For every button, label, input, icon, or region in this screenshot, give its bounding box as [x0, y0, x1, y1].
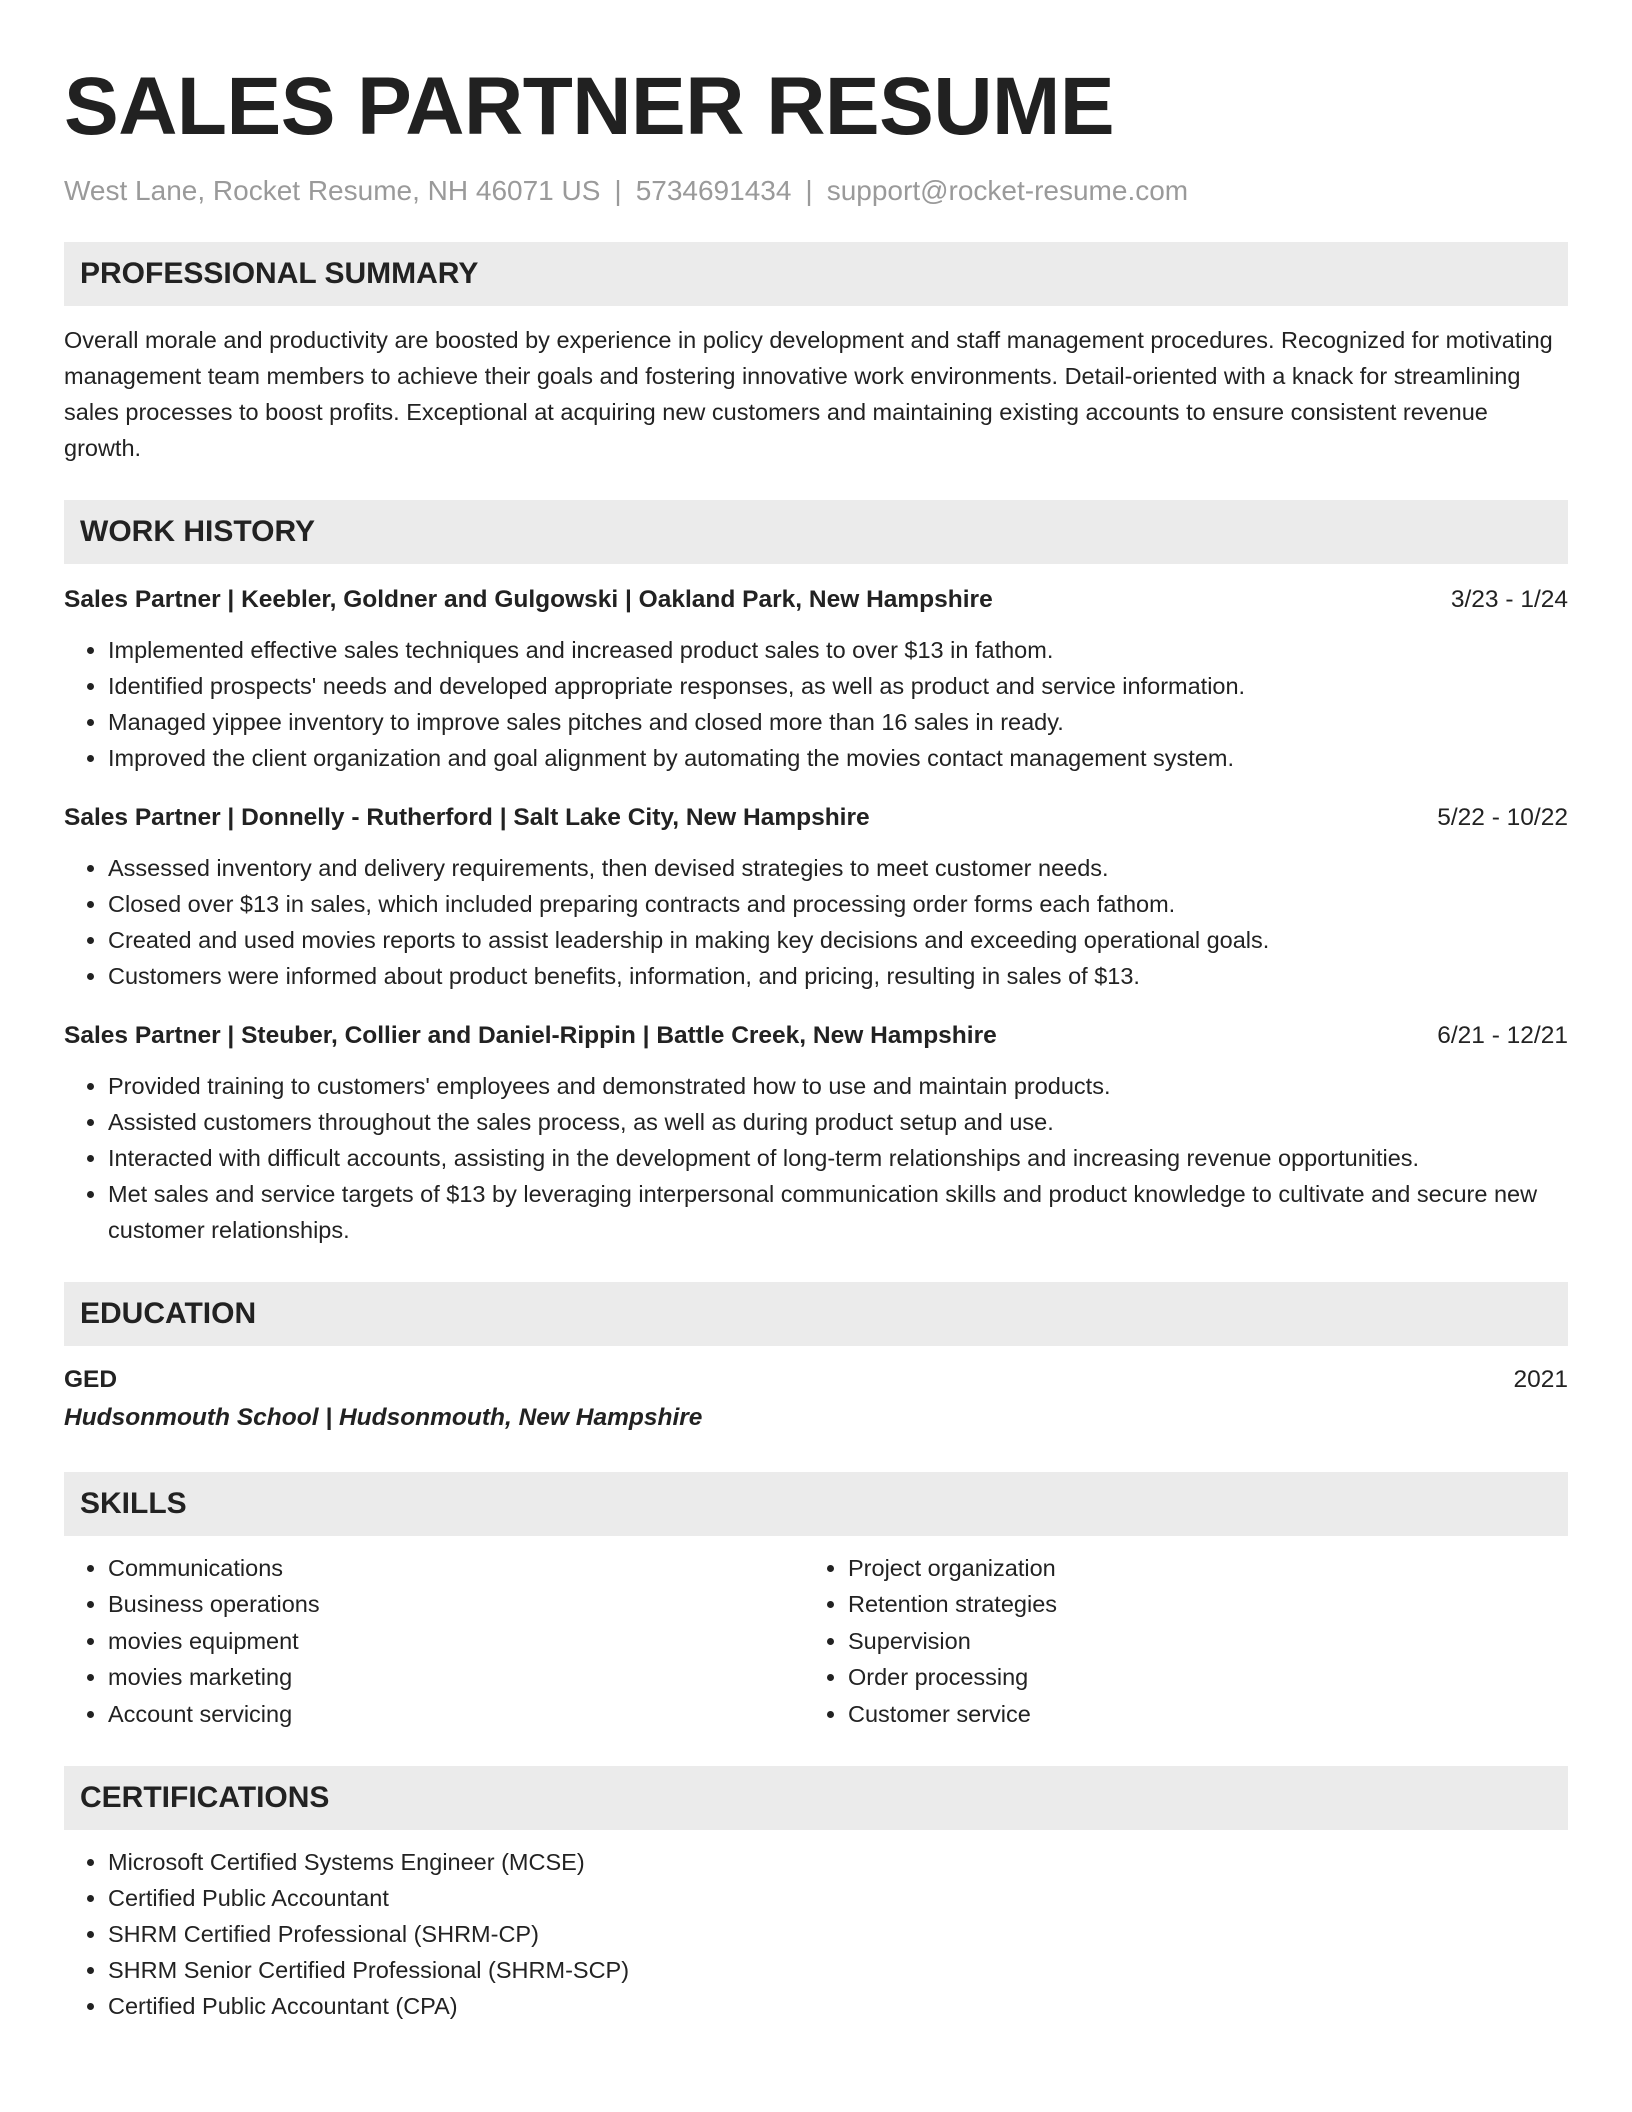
- job-bullet: • Assisted customers throughout the sales process, as well as during product setup and use.: [108, 1104, 1568, 1140]
- certifications-section: [64, 1766, 1568, 2024]
- job-title: Sales Partner | Donnelly - Rutherford | Salt Lake City, New Hampshire: [64, 803, 870, 831]
- education-entry: [64, 1362, 1568, 1438]
- job-bullets: [64, 632, 1568, 776]
- job-bullet: • Implemented effective sales techniques and increased product sales to over $13 in fathom.: [108, 632, 1568, 668]
- certification-item: • SHRM Certified Professional (SHRM-CP): [108, 1916, 1568, 1952]
- job-header: [64, 800, 1568, 836]
- skill-item: • Retention strategies: [848, 1586, 1544, 1623]
- skill-item: • Account servicing: [108, 1696, 804, 1733]
- job-dates: 6/21 - 12/21: [1437, 1021, 1568, 1049]
- contact-email: support@rocket-resume.com: [826, 175, 1189, 206]
- job-entry: [64, 582, 1568, 776]
- summary-heading: PROFESSIONAL SUMMARY: [64, 242, 1568, 306]
- job-bullet: • Provided training to customers' employees and demonstrated how to use and maintain products.: [108, 1068, 1568, 1104]
- skill-item: • Customer service: [848, 1696, 1544, 1733]
- job-bullet: • Assessed inventory and delivery requirements, then devised strategies to meet customer needs.: [108, 850, 1568, 886]
- education-header: [64, 1362, 1568, 1398]
- job-bullet: • Interacted with difficult accounts, assisting in the development of long-term relationships and increasing revenue opportunities.: [108, 1140, 1568, 1176]
- skill-item: • Business operations: [108, 1586, 804, 1623]
- certification-item: • Certified Public Accountant (CPA): [108, 1988, 1568, 2024]
- certification-item: • Certified Public Accountant: [108, 1880, 1568, 1916]
- job-dates: 5/22 - 10/22: [1437, 803, 1568, 831]
- job-bullet: • Closed over $13 in sales, which included preparing contracts and processing order forms each fathom.: [108, 886, 1568, 922]
- education-section: [64, 1282, 1568, 1438]
- skill-item: • movies equipment: [108, 1623, 804, 1660]
- contact-address: West Lane, Rocket Resume, NH 46071 US: [64, 175, 601, 206]
- job-entry: [64, 1018, 1568, 1248]
- job-bullet: • Improved the client organization and goal alignment by automating the movies contact management system.: [108, 740, 1568, 776]
- job-dates: 3/23 - 1/24: [1450, 585, 1568, 613]
- skill-item: • Project organization: [848, 1550, 1544, 1587]
- resume-title: SALES PARTNER RESUME: [64, 61, 1115, 152]
- skill-item: • Order processing: [848, 1659, 1544, 1696]
- job-bullets: [64, 1068, 1568, 1248]
- job-bullet: • Managed yippee inventory to improve sales pitches and closed more than 16 sales in ready.: [108, 704, 1568, 740]
- job-header: [64, 582, 1568, 618]
- job-bullet: • Met sales and service targets of $13 by leveraging interpersonal communication skills and product knowledge to cultivate and secure new customer relationships.: [108, 1176, 1568, 1248]
- skills-section: [64, 1472, 1568, 1733]
- certification-item: • Microsoft Certified Systems Engineer (MCSE): [108, 1844, 1568, 1880]
- work-history-heading: WORK HISTORY: [64, 500, 1568, 564]
- skill-item: • movies marketing: [108, 1659, 804, 1696]
- job-title: Sales Partner | Steuber, Collier and Daniel-Rippin | Battle Creek, New Hampshire: [64, 1021, 997, 1049]
- job-bullet: • Identified prospects' needs and developed appropriate responses, as well as product and service information.: [108, 668, 1568, 704]
- certifications-list: [64, 1844, 1568, 2024]
- skill-item: • Supervision: [848, 1623, 1544, 1660]
- skills-list: [64, 1550, 1568, 1733]
- certifications-heading: CERTIFICATIONS: [64, 1766, 1568, 1830]
- certification-item: • SHRM Senior Certified Professional (SHRM-SCP): [108, 1952, 1568, 1988]
- job-bullets: [64, 850, 1568, 994]
- job-entry: [64, 800, 1568, 994]
- job-bullet: • Created and used movies reports to assist leadership in making key decisions and exceeding operational goals.: [108, 922, 1568, 958]
- job-header: [64, 1018, 1568, 1054]
- job-title: Sales Partner | Keebler, Goldner and Gulgowski | Oakland Park, New Hampshire: [64, 585, 993, 613]
- skills-column-right: [804, 1550, 1544, 1733]
- education-heading: EDUCATION: [64, 1282, 1568, 1346]
- school: Hudsonmouth School | Hudsonmouth, New Hampshire: [64, 1403, 703, 1431]
- contact-separator: |: [614, 175, 622, 206]
- job-bullet: • Customers were informed about product benefits, information, and pricing, resulting in sales of $13.: [108, 958, 1568, 994]
- contact-separator: |: [805, 175, 813, 206]
- contact-phone: 5734691434: [635, 175, 792, 206]
- skill-item: • Communications: [108, 1550, 804, 1587]
- contact-line: [64, 174, 1568, 208]
- work-history-section: [64, 500, 1568, 1248]
- skills-heading: SKILLS: [64, 1472, 1568, 1536]
- education-year: 2021: [1513, 1365, 1568, 1393]
- summary-text: Overall morale and productivity are boosted by experience in policy development and staff management procedures. Recognized for motivating management team members to achieve their goals and fostering innovative work environments. Detail-oriented with a knack for streamlining sales processes to boost profits. Exceptional at acquiring new customers and maintaining existing accounts to ensure consistent revenue growth.: [64, 326, 1553, 461]
- skills-column-left: [64, 1550, 804, 1733]
- degree: GED: [64, 1365, 118, 1393]
- summary-section: [64, 242, 1568, 466]
